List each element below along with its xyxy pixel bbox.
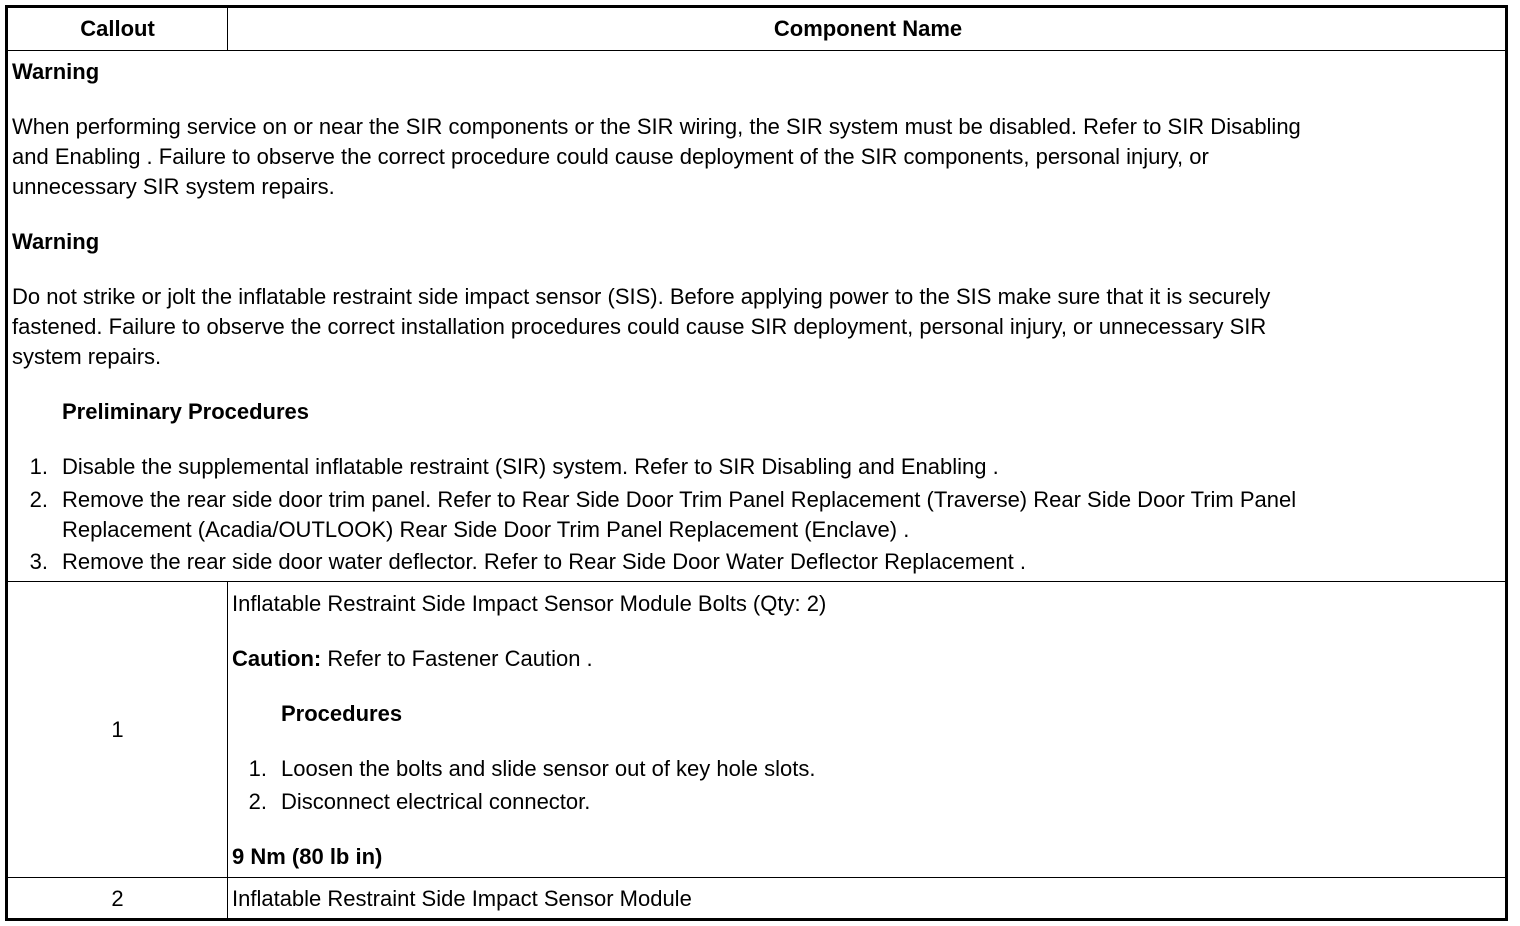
warning-2-line-3: system repairs. [12,344,162,369]
preliminary-procedures-title: Preliminary Procedures [62,399,310,424]
warning-2-label: Warning [12,229,100,254]
caution-note [232,644,593,674]
preliminary-step-1-text: Disable the supplemental inflatable restraint (SIR) system. Refer to SIR Disabling and Enabling . [62,454,999,479]
procedure-step-1-number: 1. [248,756,267,781]
callout-number: 2 [111,886,124,911]
component-table [5,5,1508,921]
procedures-title: Procedures [281,701,403,726]
item-2-divider [227,877,228,918]
table-row [8,877,1505,919]
procedure-step-1-text: Loosen the bolts and slide sensor out of key hole slots. [281,756,816,781]
caution-text: Refer to Fastener Caution . [321,646,593,671]
caution-label: Caution: [232,646,322,671]
component-name: Inflatable Restraint Side Impact Sensor Module Bolts (Qty: 2) [232,591,827,616]
preliminary-step-1-number: 1. [29,454,48,479]
warning-1-line-3: unnecessary SIR system repairs. [12,174,335,199]
warning-1-line-2: and Enabling . Failure to observe the correct procedure could cause deployment of the SIR components, personal injury, or [12,144,1209,169]
column-header-component-name: Component Name [773,16,963,41]
table-header-row [8,8,1505,50]
preliminary-step-2-line-1: Remove the rear side door trim panel. Refer to Rear Side Door Trim Panel Replacement (Traverse) Rear Side Door Trim Panel [62,487,1297,512]
warnings-row [8,50,1505,582]
warning-2-line-1: Do not strike or jolt the inflatable restraint side impact sensor (SIS). Before applying power to the SIS make sure that it is securely [12,284,1271,309]
warning-1-line-1: When performing service on or near the SIR components or the SIR wiring, the SIR system must be disabled. Refer to SIR Disabling [12,114,1301,139]
header-divider [227,8,228,50]
preliminary-step-2-number: 2. [29,487,48,512]
warning-2-line-2: fastened. Failure to observe the correct installation procedures could cause SIR deployment, personal injury, or unnecessary SIR [12,314,1267,339]
column-header-callout: Callout [80,16,155,41]
preliminary-step-3-number: 3. [29,549,48,574]
preliminary-step-2-line-2: Replacement (Acadia/OUTLOOK) Rear Side Door Trim Panel Replacement (Enclave) . [62,517,910,542]
item-1-divider [227,581,228,878]
torque-spec: 9 Nm (80 lb in) [232,844,383,869]
procedure-step-2-text: Disconnect electrical connector. [281,789,591,814]
preliminary-step-3-text: Remove the rear side door water deflector. Refer to Rear Side Door Water Deflector Replacement . [62,549,1026,574]
table-row [8,581,1505,878]
callout-number: 1 [111,717,124,742]
procedure-step-2-number: 2. [248,789,267,814]
component-name: Inflatable Restraint Side Impact Sensor Module [232,886,692,911]
warning-1-label: Warning [12,59,100,84]
